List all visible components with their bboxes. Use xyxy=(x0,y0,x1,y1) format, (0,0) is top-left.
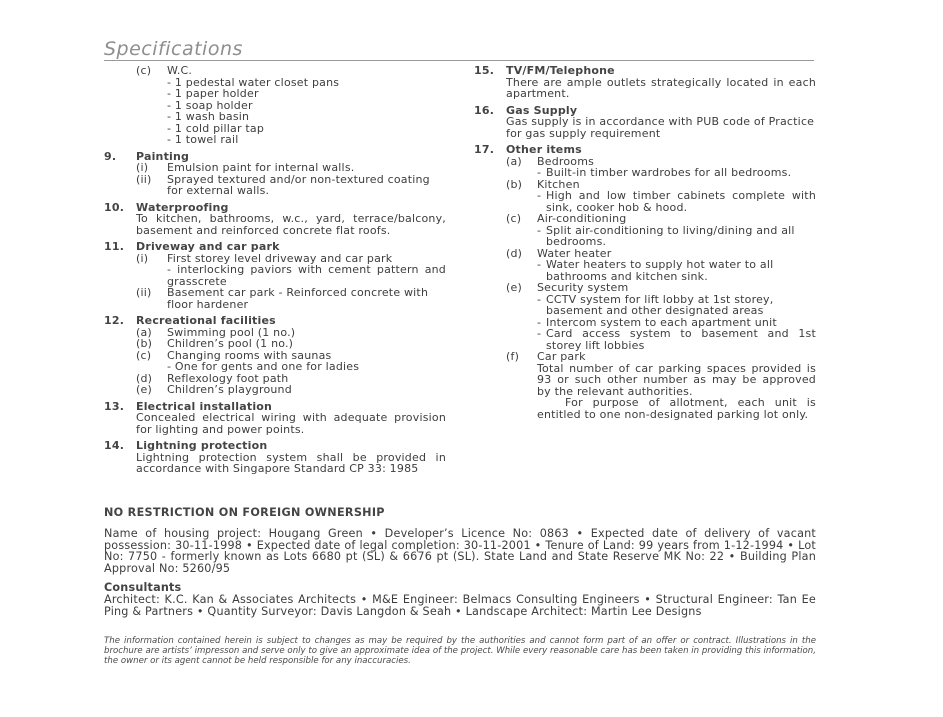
dash-mark: - xyxy=(537,315,542,329)
sub-label: (ii) xyxy=(136,172,152,186)
left-column xyxy=(104,65,446,480)
section-title: Waterproofing xyxy=(136,200,229,214)
section-number: 12. xyxy=(104,314,125,327)
sub-text: First storey level driveway and car park xyxy=(167,251,393,265)
car-park-para: For purpose of allotment, each unit is entitled to one non-designated parking lot only. xyxy=(537,396,816,421)
sub-text: Sprayed textured and/or non-textured coating for external walls. xyxy=(167,172,430,197)
section-waterproofing xyxy=(104,202,446,237)
sub-text: Basement car park - Reinforced concrete with floor hardener xyxy=(167,286,429,311)
section-driveway xyxy=(104,241,446,310)
sub-label: (a) xyxy=(136,325,152,339)
sub-label: (d) xyxy=(136,371,153,385)
dash-text: Split air-conditioning to living/dining and all bedrooms. xyxy=(546,223,795,248)
section-number: 13. xyxy=(104,399,125,413)
sub-label: (f) xyxy=(506,350,520,363)
dash-text: Card access system to basement and 1st storey lift lobbies xyxy=(546,327,816,352)
dash-mark: - xyxy=(537,327,542,340)
list-item: - 1 soap holder xyxy=(167,98,253,112)
sub-label: (ii) xyxy=(136,286,152,299)
sub-text: Reflexology foot path xyxy=(167,371,289,385)
sub-text: Children’s pool (1 no.) xyxy=(167,337,294,350)
sub-label: (b) xyxy=(136,337,153,350)
list-item: - 1 towel rail xyxy=(167,133,239,146)
section-number: 11. xyxy=(104,240,125,253)
disclaimer: The information contained herein is subject to changes as may be required by the authorities and cannot form part of an offer or contract. Illustrations in the brochure are artists’ impresson and serve only to give an approximate idea of the project. While every reasonable care has been taken in providing this information, the owner or its agent cannot be held responsible for any inaccuracies. xyxy=(104,636,816,666)
section-title: TV/FM/Telephone xyxy=(506,64,615,77)
sub-dash: - interlocking paviors with cement pattern and grasscrete xyxy=(167,263,446,288)
wc-items xyxy=(167,77,446,146)
sub-text: Water heater xyxy=(537,246,612,260)
dash-mark: - xyxy=(537,258,542,271)
sub-label: (e) xyxy=(136,383,152,396)
section-title: Gas Supply xyxy=(506,103,578,117)
section-body: Lightning protection system shall be provided in accordance with Singapore Standard CP 33: 1985 xyxy=(136,450,446,475)
section-recreational xyxy=(104,315,446,396)
sub-label: (c) xyxy=(136,348,152,362)
sub-text: Car park xyxy=(537,350,586,363)
section-title: Other items xyxy=(506,143,582,156)
section-body: Gas supply is in accordance with PUB code of Practice for gas supply requirement xyxy=(506,115,815,140)
sub-label: (i) xyxy=(136,161,149,174)
list-item: - 1 pedestal water closet pans xyxy=(167,75,340,89)
sub-text: Kitchen xyxy=(537,177,580,191)
list-item: - 1 paper holder xyxy=(167,87,259,100)
section-lightning xyxy=(104,440,446,475)
car-park-para: Total number of car parking spaces provided is 93 or such other number as may be approved by the relevant authorities. xyxy=(537,361,816,398)
project-info: Name of housing project: Hougang Green • Developer’s Licence No: 0863 • Expected date of delivery of vacant possession: 30-11-1998 • Expected date of legal completion: 30-11-2001 • Tenure of Land: 99 years from 1-12-1994 • Lot No: 7750 - formerly known as Lots 6680 pt (SL) & 6676 pt (SL). State Land and State Reserve MK No: 22 • Building Plan Approval No: 5260/95 xyxy=(104,527,816,575)
sub-text: Emulsion paint for internal walls. xyxy=(167,161,355,174)
dash-text: Intercom system to each apartment unit xyxy=(546,315,777,329)
dash-text: High and low timber cabinets complete with sink, cooker hob & hood. xyxy=(546,189,816,214)
sub-text: Changing rooms with saunas xyxy=(167,348,332,362)
dash-mark: - xyxy=(537,223,542,237)
dash-text: Built-in timber wardrobes for all bedrooms. xyxy=(546,166,792,179)
list-item: - 1 cold pillar tap xyxy=(167,121,265,135)
dash-mark: - xyxy=(537,166,542,179)
title-row xyxy=(104,38,814,61)
sub-text: Swimming pool (1 no.) xyxy=(167,325,296,339)
section-body: To kitchen, bathrooms, w.c., yard, terrace/balcony, basement and reinforced concrete flat roofs. xyxy=(136,212,446,237)
consultants-list: Architect: K.C. Kan & Associates Architects • M&E Engineer: Belmacs Consulting Engineers • Structural Engineer: Tan Ee Ping & Partners • Quantity Surveyor: Davis Langdon & Seah • Landscape Architect: Martin Lee Designs xyxy=(104,593,816,618)
list-item: - 1 wash basin xyxy=(167,110,250,123)
section-number: 15. xyxy=(474,64,495,77)
sub-label: (e) xyxy=(506,281,522,294)
no-restriction-heading: NO RESTRICTION ON FOREIGN OWNERSHIP xyxy=(104,506,385,519)
section-number: 14. xyxy=(104,439,125,452)
dash-text: CCTV system for lift lobby at 1st storey, basement and other designated areas xyxy=(546,292,774,317)
sub-text: Air-conditioning xyxy=(537,212,627,225)
section-title: Painting xyxy=(136,149,190,163)
right-column xyxy=(474,65,816,425)
sub-label: (a) xyxy=(506,154,522,168)
section-number: 9. xyxy=(104,149,117,163)
section-number: 16. xyxy=(474,103,495,117)
section-tv xyxy=(474,65,816,100)
section-number: 10. xyxy=(104,200,125,214)
section-electrical xyxy=(104,401,446,436)
section-body: There are ample outlets strategically located in each apartment. xyxy=(506,75,816,100)
section-wc xyxy=(104,65,446,146)
section-title: Recreational facilities xyxy=(136,314,276,327)
section-number: 17. xyxy=(474,143,495,156)
sub-text: Children’s playground xyxy=(167,383,292,396)
section-other-items xyxy=(474,144,816,420)
page-title: Specifications xyxy=(104,38,243,60)
section-body: Concealed electrical wiring with adequate provision for lighting and power points. xyxy=(136,411,446,436)
sub-dash: - One for gents and one for ladies xyxy=(167,360,360,373)
sub-label: (i) xyxy=(136,251,149,265)
section-title: Electrical installation xyxy=(136,399,273,413)
sub-label: (b) xyxy=(506,177,523,191)
section-gas xyxy=(474,105,816,140)
sub-label: (c) xyxy=(506,212,522,225)
consultants-heading: Consultants xyxy=(104,581,182,594)
section-title: Lightning protection xyxy=(136,439,268,452)
dash-mark: - xyxy=(537,292,542,306)
dash-mark: - xyxy=(537,189,542,202)
sub-text: Security system xyxy=(537,281,629,294)
sub-title: W.C. xyxy=(167,64,193,77)
sub-text: Bedrooms xyxy=(537,154,595,168)
sub-label: (c) xyxy=(136,64,152,77)
section-title: Driveway and car park xyxy=(136,240,280,253)
dash-text: Water heaters to supply hot water to all bathrooms and kitchen sink. xyxy=(546,258,774,283)
sub-label: (d) xyxy=(506,246,523,260)
section-painting xyxy=(104,151,446,197)
